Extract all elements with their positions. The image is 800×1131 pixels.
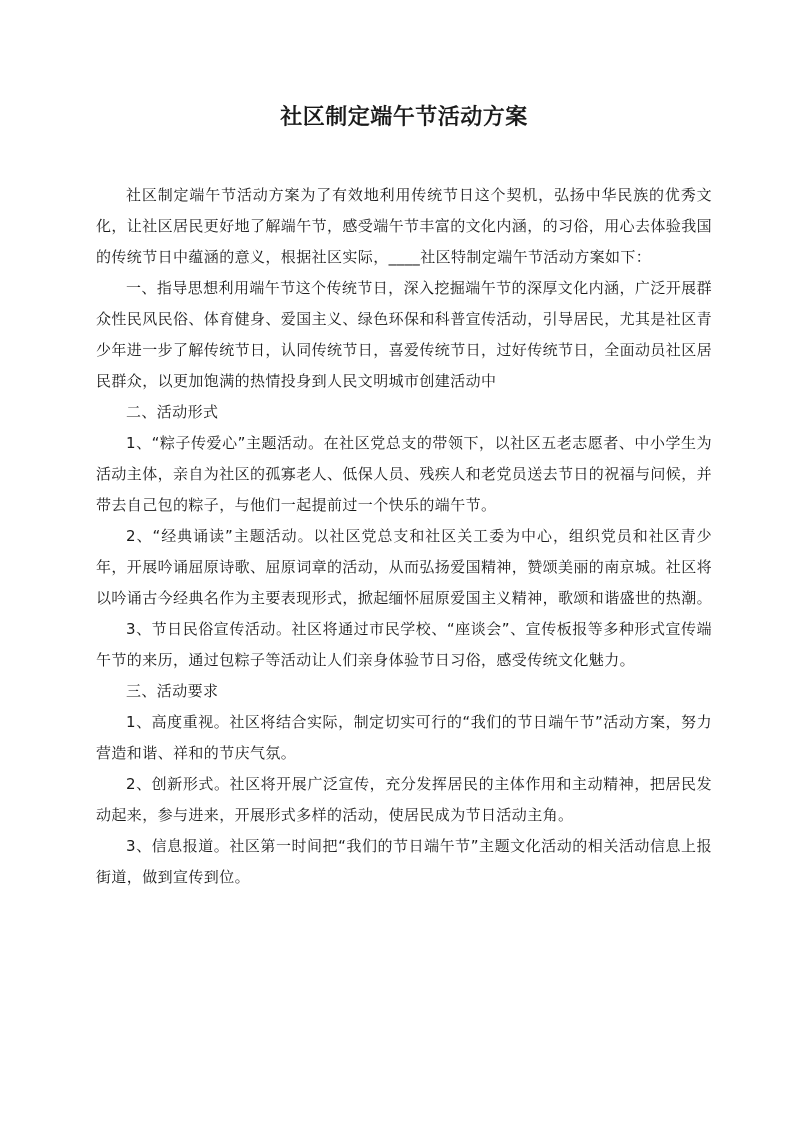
activity-item-3: 3、节日民俗宣传活动。社区将通过市民学校、“座谈会”、宣传板报等多种形式宣传端午节的来历，通过包粽子等活动让人们亲身体验节日习俗，感受传统文化魅力。: [96, 620, 712, 669]
document-body: [96, 180, 712, 893]
guiding-principle-paragraph: 一、指导思想利用端午节这个传统节日，深入挖掘端午节的深厚文化内涵，广泛开展群众性民风民俗、体育健身、爱国主义、绿色环保和科普宣传活动，引导居民，尤其是社区青少年进一步了解传统节日，认同传统节日，喜爱传统节日，过好传统节日，全面动员社区居民群众，以更加饱满的热情投身到人民文明城市创建活动中: [96, 279, 713, 390]
activity-item-2: 2、“经典诵读”主题活动。以社区党总支和社区关工委为中心，组织党员和社区青少年，开展吟诵屈原诗歌、屈原词章的活动，从而弘扬爱国精神，赞颂美丽的南京城。社区将以吟诵古今经典名作为主要表现形式，掀起缅怀屈原爱国主义精神，歌颂和谐盛世的热潮。: [96, 527, 713, 607]
requirement-item-3: 3、信息报道。社区第一时间把“我们的节日端午节”主题文化活动的相关活动信息上报街道，做到宣传到位。: [96, 837, 712, 886]
section-heading-requirements: 三、活动要求: [126, 682, 219, 700]
document-title: 社区制定端午节活动方案: [280, 105, 528, 130]
activity-item-1: 1、“粽子传爱心”主题活动。在社区党总支的带领下，以社区五老志愿者、中小学生为活动主体，亲自为社区的孤寡老人、低保人员、残疾人和老党员送去节日的祝福与问候，并带去自己包的粽子，与他们一起提前过一个快乐的端午节。: [96, 434, 713, 514]
requirement-item-2: 2、创新形式。社区将开展广泛宣传，充分发挥居民的主体作用和主动精神，把居民发动起来，参与进来，开展形式多样的活动，使居民成为节日活动主角。: [96, 775, 712, 824]
intro-paragraph: 社区制定端午节活动方案为了有效地利用传统节日这个契机，弘扬中华民族的优秀文化，让社区居民更好地了解端午节，感受端午节丰富的文化内涵，的习俗，用心去体验我国的传统节日中蕴涵的意义，根据社区实际，____社区特制定端午节活动方案如下：: [96, 186, 713, 266]
section-heading-activity-forms: 二、活动形式: [126, 403, 219, 421]
requirement-item-1: 1、高度重视。社区将结合实际，制定切实可行的“我们的节日端午节”活动方案，努力营造和谐、祥和的节庆气氛。: [96, 713, 712, 762]
